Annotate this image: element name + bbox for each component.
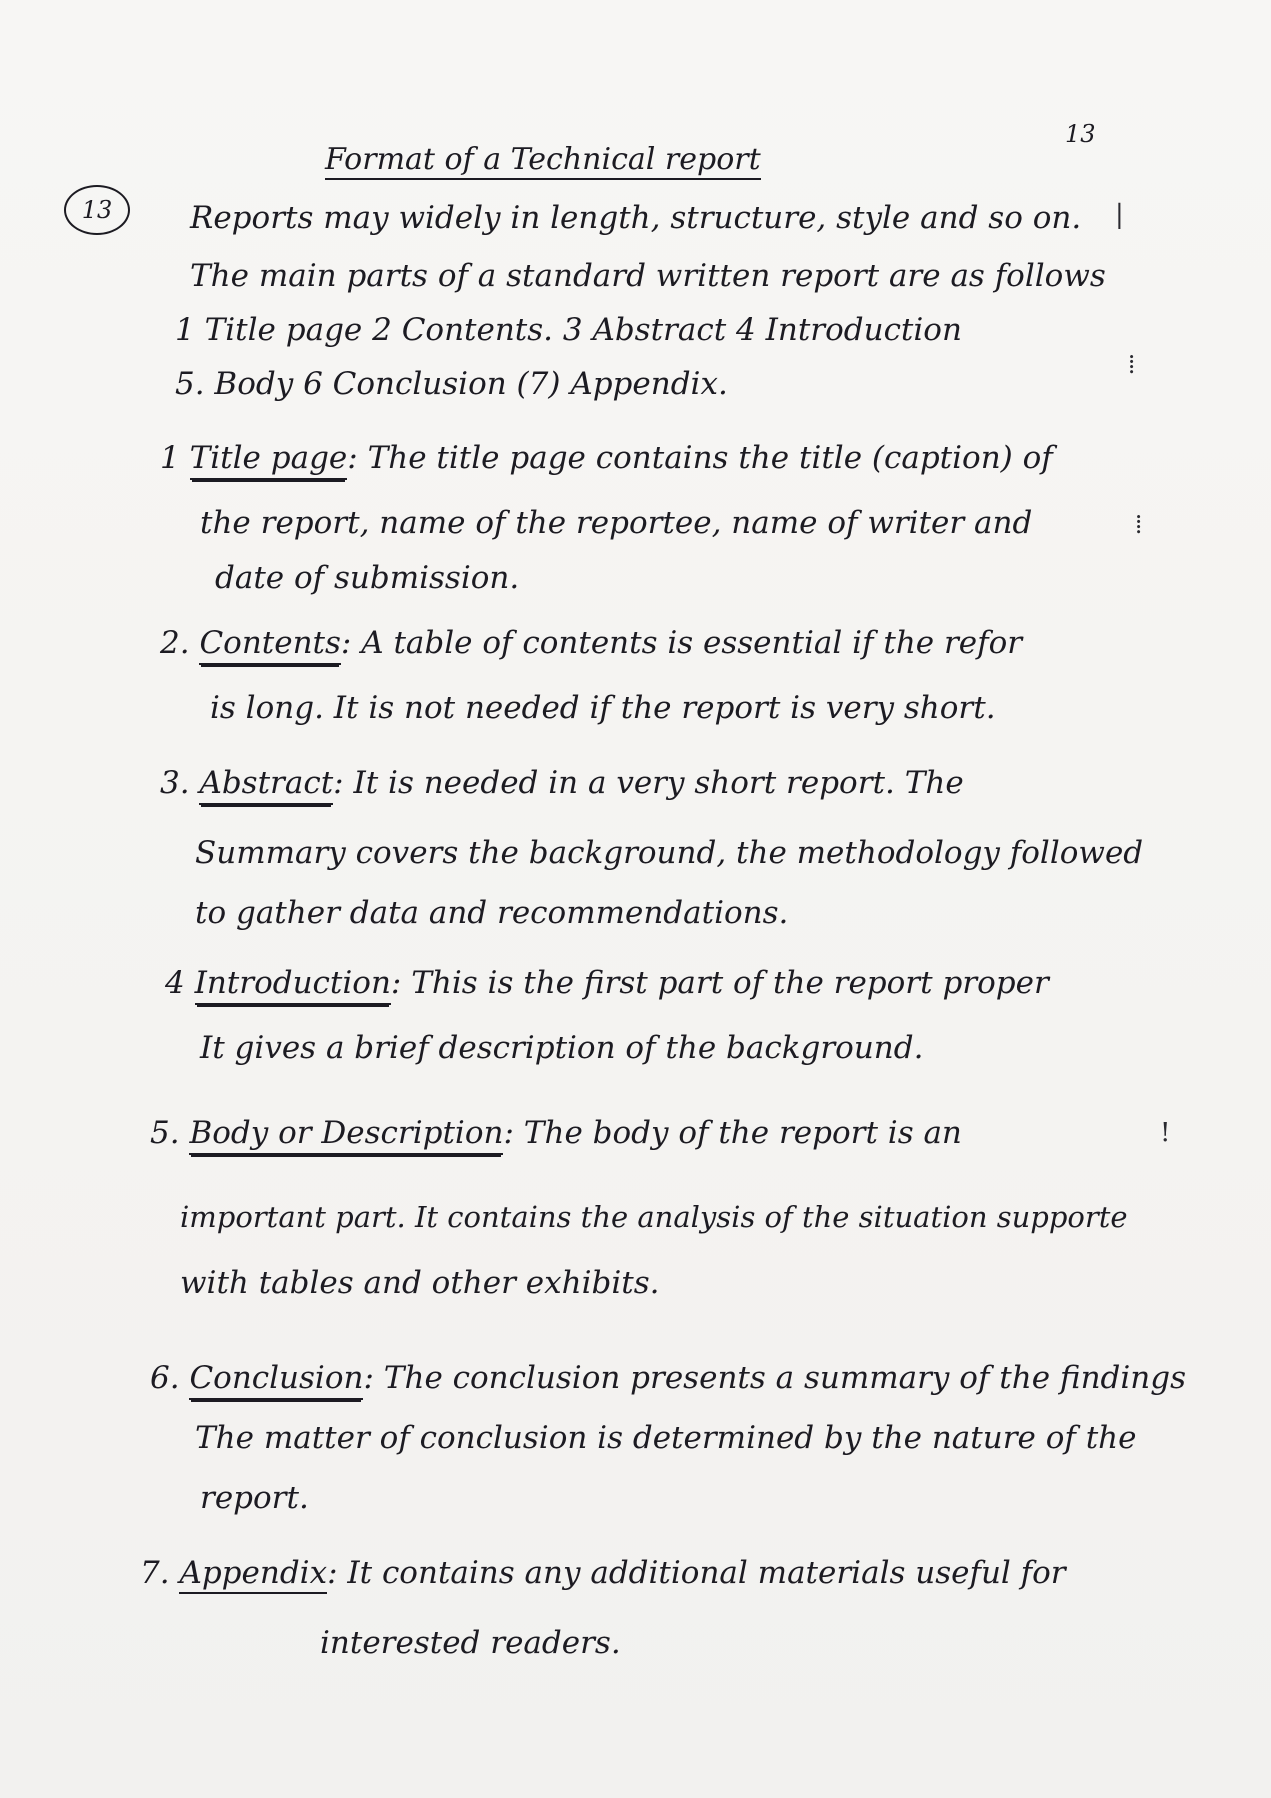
section-line: with tables and other exhibits. <box>180 1265 660 1301</box>
section-line: The body of the report is an <box>523 1115 962 1151</box>
section-line: This is the first part of the report proper <box>411 965 1049 1001</box>
margin-mark: ! <box>1160 1118 1171 1148</box>
section-separator: : <box>390 965 402 1001</box>
section-line: It is needed in a very short report. The <box>353 765 964 801</box>
parts-list-line-1: 1 Title page 2 Contents. 3 Abstract 4 Introduction <box>175 312 962 348</box>
parts-list-line-2: 5. Body 6 Conclusion (7) Appendix. <box>175 366 728 402</box>
section-separator: : <box>347 440 358 476</box>
page-title: Format of a Technical report <box>325 142 761 180</box>
margin-mark: ⁞ <box>1128 350 1136 380</box>
section-number: 3. <box>160 765 190 801</box>
section-number: 6. <box>150 1360 180 1396</box>
circled-number-text: 13 <box>81 196 113 224</box>
section-separator: : <box>340 625 352 661</box>
section-line: It gives a brief description of the background. <box>200 1030 924 1066</box>
section-line: important part. It contains the analysis of the situation supporte <box>180 1200 1128 1234</box>
section-introduction <box>165 965 1049 1001</box>
section-abstract <box>160 765 964 801</box>
intro-line-2: The main parts of a standard written report are as follows <box>190 258 1106 294</box>
section-heading: Conclusion <box>189 1360 363 1400</box>
section-line: to gather data and recommendations. <box>195 895 789 931</box>
section-heading: Introduction <box>195 965 391 1005</box>
section-title-page <box>160 440 1053 476</box>
section-number: 2. <box>160 625 190 661</box>
section-separator: : <box>363 1360 374 1396</box>
section-line: is long. It is not needed if the report is very short. <box>210 690 996 726</box>
section-separator: : <box>333 765 344 801</box>
section-conclusion <box>150 1360 1186 1396</box>
section-number: 7. <box>140 1555 170 1591</box>
section-line: Summary covers the background, the methodology followed <box>195 835 1144 871</box>
section-line: the report, name of the reportee, name of writer and <box>200 505 1033 541</box>
section-heading: Title page <box>190 440 348 480</box>
section-line: A table of contents is essential if the refor <box>361 625 1023 661</box>
section-line: date of submission. <box>215 560 520 596</box>
section-line: interested readers. <box>320 1625 621 1661</box>
section-separator: : <box>327 1555 338 1591</box>
section-separator: : <box>503 1115 514 1151</box>
margin-mark: ⁞ <box>1135 510 1143 540</box>
section-line: It contains any additional materials useful for <box>347 1555 1066 1591</box>
section-line: The conclusion presents a summary of the findings <box>383 1360 1187 1396</box>
page-number: 13 <box>1065 120 1096 148</box>
section-line: report. <box>200 1480 309 1516</box>
section-number: 5. <box>150 1115 180 1151</box>
section-line: The title page contains the title (caption) of <box>367 440 1053 476</box>
section-heading: Abstract <box>199 765 333 805</box>
section-appendix <box>140 1555 1066 1591</box>
section-heading: Contents <box>199 625 340 665</box>
section-number: 1 <box>160 440 180 476</box>
section-line: The matter of conclusion is determined by the nature of the <box>195 1420 1137 1456</box>
section-heading: Appendix <box>179 1555 327 1594</box>
margin-mark: | <box>1115 200 1124 230</box>
circled-number <box>64 185 130 235</box>
section-contents <box>160 625 1022 661</box>
intro-line-1: Reports may widely in length, structure, style and so on. <box>190 200 1082 236</box>
section-number: 4 <box>165 965 185 1001</box>
section-heading: Body or Description <box>189 1115 503 1155</box>
section-body <box>150 1115 962 1151</box>
